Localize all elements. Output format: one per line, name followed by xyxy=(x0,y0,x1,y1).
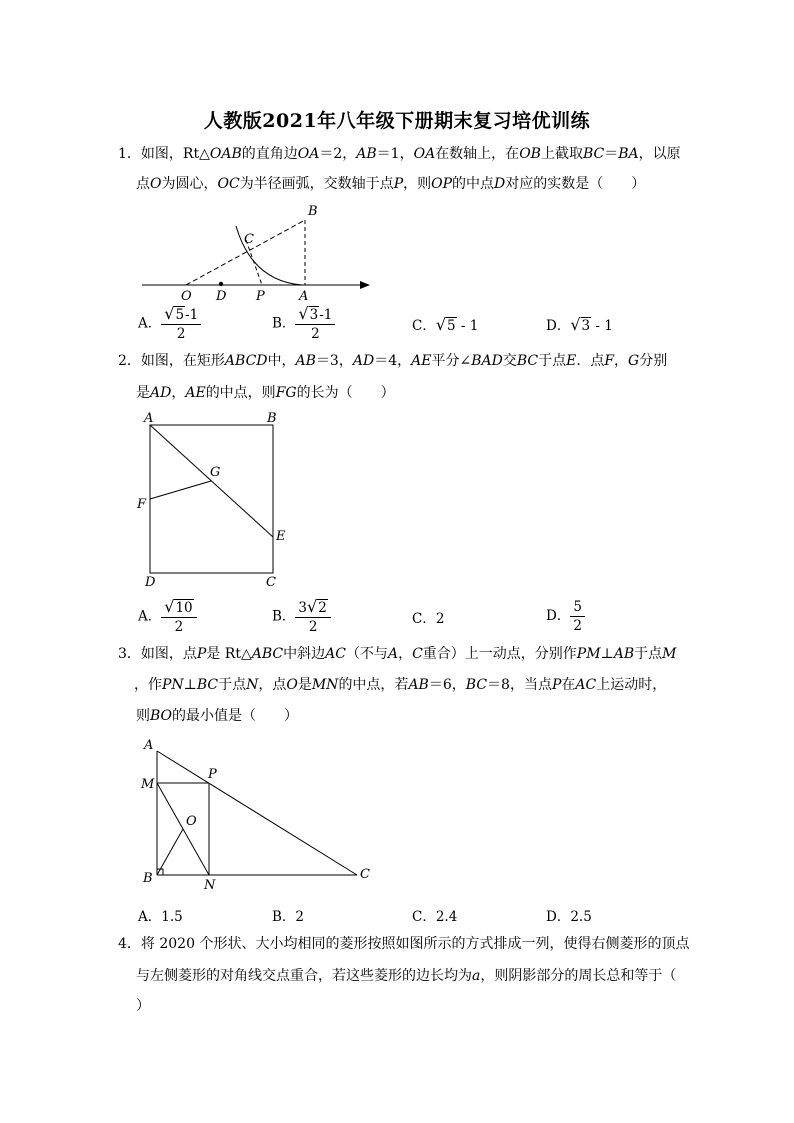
q4-line1: 4．将 2020 个形状、大小均相同的菱形按照如图所示的方式排成一列，使得右侧菱形的顶点 xyxy=(118,936,690,952)
q2-number: 2． xyxy=(118,353,141,369)
q3-label-P: P xyxy=(208,767,217,782)
q2-segment-AE xyxy=(150,425,273,537)
q1-segment-CP xyxy=(246,240,262,285)
q3-label-C: C xyxy=(360,867,370,882)
q1-label-C: C xyxy=(244,232,254,247)
q1-label-P: P xyxy=(256,289,265,304)
q1-label-O: O xyxy=(181,289,192,304)
q1-option-C[interactable]: C．√5 - 1 xyxy=(412,315,479,334)
q1-option-A[interactable]: A． $\frac{√5-1}{2}$ xyxy=(138,305,201,343)
q4-line3: ） xyxy=(136,998,150,1014)
q1-option-B[interactable]: B． $\frac{√3-1}{2}$ xyxy=(272,305,335,343)
q3-label-M: M xyxy=(141,777,155,792)
q3-line1: 3．如图，点P是 Rt△ABC中斜边AC（不与A，C重合）上一动点，分别作PM⊥AB于点M xyxy=(118,646,677,662)
q3-number: 3． xyxy=(118,646,141,662)
q1-label-D: D xyxy=(216,289,227,304)
q3-segment-MN xyxy=(157,783,209,875)
q1-option-D[interactable]: D．√3 - 1 xyxy=(546,315,613,334)
q3-right-angle-mark xyxy=(157,869,163,875)
q2-segment-FG xyxy=(150,481,211,499)
q2-label-A: A xyxy=(144,411,154,426)
q3-label-B: B xyxy=(143,871,153,886)
q3-label-O: O xyxy=(186,814,197,829)
q1-arc xyxy=(236,226,302,285)
q1-axis-arrow xyxy=(360,281,370,289)
q1-line1: 1．如图，Rt△OAB的直角边OA＝2，AB＝1，OA在数轴上，在OB上截取BC＝BA，以原 xyxy=(118,146,681,162)
q3-label-N: N xyxy=(204,878,216,893)
q3-label-A: A xyxy=(144,738,154,753)
q1-label-B: B xyxy=(308,204,318,219)
q3-line3: 则BO的最小值是（ ） xyxy=(136,708,299,724)
q2-label-G: G xyxy=(210,465,221,480)
q2-option-C[interactable]: C．2 xyxy=(412,611,445,627)
q3-option-B[interactable]: B．2 xyxy=(272,909,305,925)
q1-point-D xyxy=(219,282,223,286)
q2-option-A[interactable]: A． $\frac{√10}{2}$ xyxy=(138,598,197,636)
q2-label-D: D xyxy=(145,575,156,590)
q3-segment-BO xyxy=(157,829,183,875)
q2-label-F: F xyxy=(137,497,147,512)
q2-label-C: C xyxy=(266,575,276,590)
q2-option-B[interactable]: B． $\frac{3√2}{2}$ xyxy=(272,598,331,636)
q1-segment-OB xyxy=(186,220,305,285)
q1-line2: 点O为圆心，OC为半径画弧，交数轴于点P，则OP的中点D对应的实数是（ ） xyxy=(136,176,646,192)
q2-option-D[interactable]: D． $\frac{5}{2}$ xyxy=(546,598,585,635)
q3-option-C[interactable]: C．2.4 xyxy=(412,909,458,925)
q3-line2: ，作PN⊥BC于点N，点O是MN的中点，若AB＝6，BC＝8，当点P在AC上运动时， xyxy=(134,677,667,693)
q2-line2: 是AD，AE的中点，则FG的长为（ ） xyxy=(136,385,395,401)
q2-line1: 2．如图，在矩形ABCD中，AB＝3，AD＝4，AE平分∠BAD交BC于点E．点F，G分别 xyxy=(118,353,668,369)
q2-rectangle-ABCD xyxy=(150,425,273,573)
q4-number: 4． xyxy=(118,936,141,952)
q2-label-B: B xyxy=(267,411,277,426)
page-title: 人教版2021年八年级下册期末复习培优训练 xyxy=(203,110,591,132)
q3-option-D[interactable]: D．2.5 xyxy=(546,909,592,925)
q3-segment-AC xyxy=(157,751,357,875)
q3-option-A[interactable]: A．1.5 xyxy=(138,909,183,925)
q4-line2: 与左侧菱形的对角线交点重合，若这些菱形的边长均为a，则阴影部分的周长总和等于（ xyxy=(136,968,677,984)
q1-number: 1． xyxy=(118,146,141,162)
q2-label-E: E xyxy=(276,529,286,544)
q1-label-A: A xyxy=(299,289,309,304)
